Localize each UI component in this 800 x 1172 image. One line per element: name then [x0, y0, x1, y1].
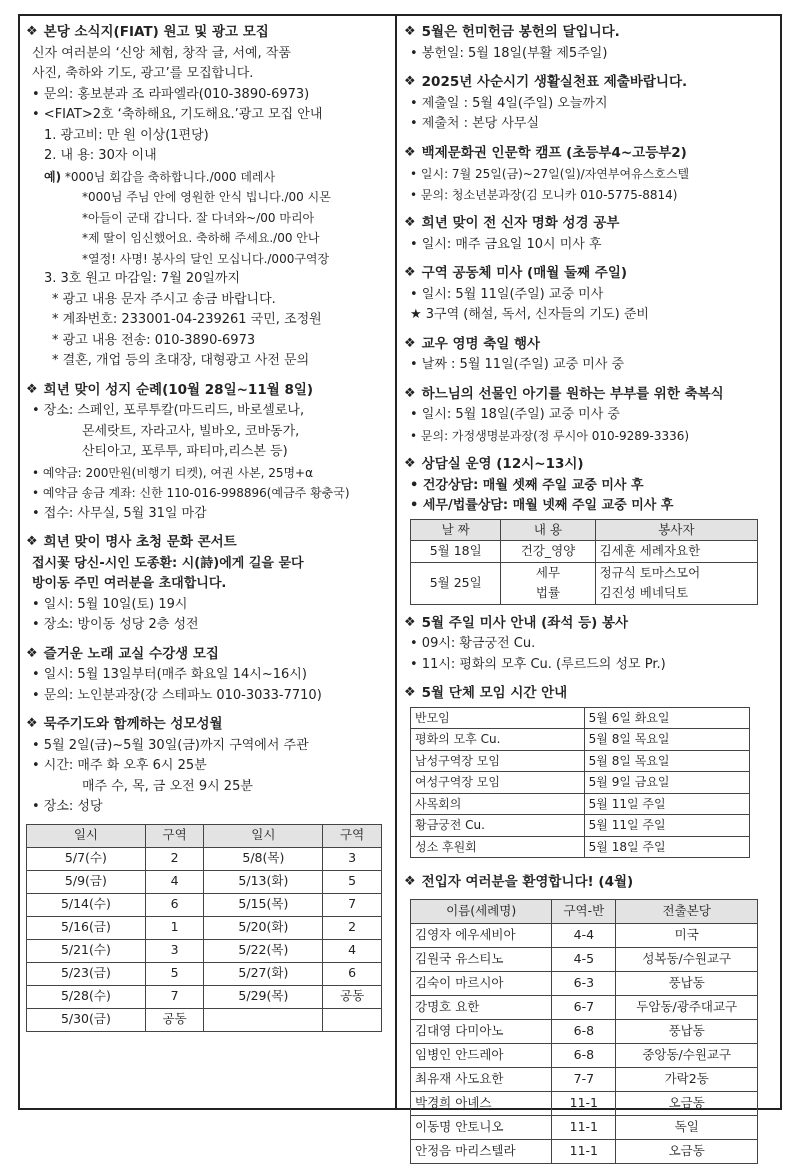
table-row [411, 772, 750, 794]
table-cell: 5/16(금) [27, 916, 146, 939]
fiat-heading: ❖ 본당 소식지(FIAT) 원고 및 광고 모집 [26, 24, 269, 40]
concert-line-1: 접시꽃 당신-시인 도종환: 시(詩)에게 길을 묻다 [32, 555, 304, 571]
counsel-heading: ❖ 상담실 운영 (12시~13시) [404, 456, 584, 472]
table-header-row [411, 899, 758, 923]
counsel-line-1: • 건강상담: 매월 셋째 주일 교중 미사 후 [410, 477, 644, 493]
table-row [411, 1139, 758, 1163]
table-row [411, 562, 758, 604]
table-cell: 5/23(금) [27, 962, 146, 985]
table-cell: 5/27(화) [204, 962, 323, 985]
example-label: 예) [44, 169, 62, 184]
table-cell: 임병인 안드레아 [411, 1043, 552, 1067]
table-cell: 김대영 다미아노 [411, 1019, 552, 1043]
table-cell: 5/29(목) [204, 985, 323, 1008]
lent-date: • 제출일 : 5월 4일(주일) 오늘까지 [410, 95, 608, 111]
diamond-bullet-icon: ❖ [404, 144, 416, 160]
bible-heading: ❖ 희년 맞이 전 신자 명화 성경 공부 [404, 215, 620, 231]
table-cell: 이동명 안토니오 [411, 1115, 552, 1139]
table-cell: 가락2동 [616, 1067, 758, 1091]
diamond-bullet-icon: ❖ [404, 385, 416, 401]
pilgrimage-section [26, 380, 388, 525]
header-cell: 일시 [204, 824, 323, 847]
table-cell: 여성구역장 모임 [411, 772, 585, 794]
table-cell: 3 [323, 847, 382, 870]
diamond-bullet-icon: ❖ [404, 265, 416, 280]
sunday-heading: ❖ 5월 주일 미사 안내 (좌석 등) 봉사 [404, 614, 629, 631]
header-cell: 봉사자 [595, 519, 757, 541]
fiat-intro-2: 사진, 축하와 기도, 광고’를 모집합니다. [32, 66, 254, 81]
table-row [411, 750, 750, 772]
column-divider [395, 14, 397, 1110]
table-cell: 5월 11일 주일 [584, 793, 749, 815]
table-cell: 6 [145, 893, 204, 916]
table-cell: 중앙동/수원교구 [616, 1043, 758, 1067]
header-cell: 일시 [27, 824, 146, 847]
table-cell: 오금동 [616, 1091, 758, 1115]
table-cell: 6-7 [552, 995, 616, 1019]
groups-section [404, 683, 776, 858]
header-cell: 전출본당 [616, 899, 758, 923]
table-cell: 5월 11일 주일 [584, 815, 749, 837]
table-cell: 공동 [323, 985, 382, 1008]
table-cell: 11-1 [552, 1139, 616, 1163]
table-cell: 4-5 [552, 947, 616, 971]
offering-line: • 봉헌일: 5월 18일(부활 제5주일) [410, 45, 608, 61]
lent-heading: ❖ 2025년 사순시기 생활실천표 제출바랍니다. [404, 74, 688, 90]
fiat-example-2: *000님 주님 안에 영원한 안식 빕니다./00 시몬 [82, 190, 331, 204]
header-cell: 구역 [323, 824, 382, 847]
fiat-intro-1: 신자 여러분의 ‘신앙 체험, 창작 글, 서예, 작품 [32, 45, 291, 61]
cell-line: 정규식 토마스모어 [599, 564, 701, 580]
table-row [411, 995, 758, 1019]
concert-heading: ❖ 희년 맞이 명사 초청 문화 콘서트 [26, 534, 237, 550]
rosary-period: • 5월 2일(금)~5월 30일(금)까지 구역에서 주관 [32, 737, 309, 753]
community-section [404, 263, 776, 326]
header-cell: 내 용 [501, 519, 595, 541]
rosary-time-2: 매주 수, 목, 금 오전 9시 25분 [82, 778, 253, 794]
table-cell: 4-4 [552, 923, 616, 947]
diamond-bullet-icon: ❖ [404, 74, 416, 89]
groups-heading: ❖ 5월 단체 모임 시간 안내 [404, 685, 568, 701]
table-cell: 6-3 [552, 971, 616, 995]
sunday-section [404, 613, 776, 676]
camp-date: • 일시: 7월 25일(금)~27일(일)/자연부여유스호스텔 [410, 167, 690, 181]
header-cell: 구역 [145, 824, 204, 847]
table-cell: 5/30(금) [27, 1008, 146, 1031]
table-cell: 5월 25일 [411, 562, 501, 604]
table-cell: 2 [145, 847, 204, 870]
table-cell: 6-8 [552, 1019, 616, 1043]
table-cell: 5/13(화) [204, 870, 323, 893]
blessing-heading: ❖ 하느님의 선물인 아기를 원하는 부부를 위한 축복식 [404, 385, 724, 402]
table-cell: 11-1 [552, 1091, 616, 1115]
diamond-bullet-icon: ❖ [404, 24, 416, 39]
rosary-time-1: • 시간: 매주 화 오후 6시 25분 [32, 758, 207, 773]
table-cell: 5 [145, 962, 204, 985]
camp-section [404, 143, 776, 206]
newcomers-table [410, 899, 758, 1164]
fiat-note-1: * 광고 내용 문자 주시고 송금 바랍니다. [52, 291, 276, 307]
feast-section [404, 334, 776, 376]
diamond-bullet-icon: ❖ [26, 716, 38, 731]
lent-place: • 제출처 : 본당 사무실 [410, 116, 540, 131]
singing-section [26, 644, 388, 707]
table-cell: 성소 후원회 [411, 836, 585, 858]
rosary-place: • 장소: 성당 [32, 799, 103, 814]
table-row [411, 836, 750, 858]
table-row [411, 947, 758, 971]
table-row [411, 541, 758, 563]
pilgrimage-place-3: 산티아고, 포루투, 파티마,리스본 등) [82, 444, 288, 459]
table-cell: 김영자 에우세비아 [411, 923, 552, 947]
table-cell: 1 [145, 916, 204, 939]
table-cell: 11-1 [552, 1115, 616, 1139]
fiat-fee: 1. 광고비: 만 원 이상(1편당) [44, 127, 209, 143]
diamond-bullet-icon: ❖ [26, 534, 38, 549]
blessing-date: • 일시: 5월 18일(주일) 교중 미사 중 [410, 407, 620, 422]
table-header-row [411, 519, 758, 541]
rosary-table [26, 824, 382, 1032]
table-row [411, 729, 750, 751]
table-cell: 6 [323, 962, 382, 985]
community-note: ★ 3구역 (해설, 독서, 신자들의 기도) 준비 [410, 307, 649, 322]
table-cell: 강명호 요한 [411, 995, 552, 1019]
diamond-bullet-icon: ❖ [404, 685, 416, 700]
pilgrimage-heading: ❖ 희년 맞이 성지 순례(10월 28일~11월 8일) [26, 381, 314, 398]
rosary-section [26, 714, 388, 1032]
table-cell: 5월 18일 주일 [584, 836, 749, 858]
fiat-deadline: 3. 3호 원고 마감일: 7월 20일까지 [44, 271, 241, 286]
diamond-bullet-icon: ❖ [404, 335, 416, 351]
fiat-example-3: *아들이 군대 갑니다. 잘 다녀와~/00 마리아 [82, 210, 315, 225]
offering-section [404, 22, 776, 64]
fiat-note-4: * 결혼, 개업 등의 초대장, 대형광고 사전 문의 [52, 353, 310, 368]
header-cell: 구역-반 [552, 899, 616, 923]
fiat-section [26, 22, 388, 372]
diamond-bullet-icon: ❖ [404, 614, 416, 630]
fiat-contact: • 문의: 홍보분과 조 라파엘라(010-3890-6973) [32, 86, 310, 102]
groups-table [410, 707, 750, 859]
right-column [404, 22, 776, 1172]
table-cell: 4 [323, 939, 382, 962]
community-heading: ❖ 구역 공동체 미사 (매월 둘째 주일) [404, 265, 628, 281]
table-cell: 5/14(수) [27, 893, 146, 916]
table-cell: 최유재 사도요한 [411, 1067, 552, 1091]
newcomers-section [404, 872, 776, 1164]
table-row [411, 707, 750, 729]
diamond-bullet-icon: ❖ [26, 24, 38, 39]
table-cell: 반모임 [411, 707, 585, 729]
table-row [411, 923, 758, 947]
singing-contact: • 문의: 노인분과장(강 스테파노 010-3033-7710) [32, 687, 322, 703]
table-cell: 성복동/수원교구 [616, 947, 758, 971]
concert-date: • 일시: 5월 10일(토) 19시 [32, 596, 188, 612]
table-cell [501, 562, 595, 604]
table-cell: 5월 9일 금요일 [584, 772, 749, 794]
cell-line: 법률 [535, 585, 561, 600]
concert-section [26, 532, 388, 636]
fiat-example-1: 예) *000님 회갑을 축하합니다./000 데레사 [44, 169, 276, 184]
table-cell [323, 1008, 382, 1031]
singing-date: • 일시: 5월 13일부터(매주 화요일 14시~16시) [32, 667, 307, 682]
sunday-line-2: • 11시: 평화의 모후 Cu. (루르드의 성모 Pr.) [410, 656, 666, 672]
fiat-example-5: *열정! 사명! 봉사의 달인 모십니다./000구역장 [82, 251, 330, 266]
counsel-section [404, 454, 776, 605]
table-cell: 김원국 유스티노 [411, 947, 552, 971]
fiat-note-3: * 광고 내용 전송: 010-3890-6973 [52, 332, 256, 348]
camp-heading: ❖ 백제문화권 인문학 캠프 (초등부4~고등부2) [404, 144, 687, 161]
table-cell: 5월 8일 목요일 [584, 729, 749, 751]
header-cell: 날 짜 [411, 519, 501, 541]
table-cell: 7-7 [552, 1067, 616, 1091]
fiat-example-4: *제 딸이 임신했어요. 축하해 주세요./00 안나 [82, 231, 320, 245]
diamond-bullet-icon: ❖ [404, 215, 416, 230]
pilgrimage-account: • 예약금 송금 계좌: 신한 110-016-998896(예금주 황충국) [32, 486, 350, 500]
feast-date: • 날짜 : 5월 11일(주일) 교중 미사 중 [410, 357, 625, 372]
bible-date: • 일시: 매주 금요일 10시 미사 후 [410, 236, 602, 252]
cell-line: 세무 [535, 564, 561, 580]
table-row [411, 1091, 758, 1115]
diamond-bullet-icon: ❖ [404, 874, 416, 889]
pilgrimage-place-1: • 장소: 스페인, 포루투칼(마드리드, 바로셀로나, [32, 403, 305, 418]
table-cell: 미국 [616, 923, 758, 947]
table-cell: 5/7(수) [27, 847, 146, 870]
table-cell [204, 1008, 323, 1031]
table-cell: 5월 6일 화요일 [584, 707, 749, 729]
counsel-line-2: • 세무/법률상담: 매월 넷째 주일 교중 미사 후 [410, 498, 674, 513]
table-cell: 박경희 아녜스 [411, 1091, 552, 1115]
table-cell: 사목회의 [411, 793, 585, 815]
table-cell: 7 [145, 985, 204, 1008]
table-cell: 평화의 모후 Cu. [411, 729, 585, 751]
pilgrimage-deposit: • 예약금: 200만원(비행기 티켓), 여권 사본, 25명+α [32, 465, 314, 480]
table-row [27, 893, 382, 916]
table-cell: 김세훈 세례자요한 [595, 541, 757, 563]
table-row [27, 939, 382, 962]
concert-place: • 장소: 방이동 성당 2층 성전 [32, 617, 199, 632]
table-row [27, 847, 382, 870]
offering-heading: ❖ 5월은 헌미헌금 봉헌의 달입니다. [404, 24, 620, 40]
bible-section [404, 213, 776, 255]
table-row [411, 1043, 758, 1067]
singing-heading: ❖ 즐거운 노래 교실 수강생 모집 [26, 645, 219, 662]
blessing-section [404, 384, 776, 447]
lent-section [404, 72, 776, 135]
table-row [411, 1067, 758, 1091]
table-cell: 2 [323, 916, 382, 939]
table-cell: 3 [145, 939, 204, 962]
fiat-issue2: • <FIAT>2호 ‘축하해요, 기도해요.’광고 모집 안내 [32, 107, 323, 122]
diamond-bullet-icon: ❖ [26, 381, 38, 397]
table-cell: 건강_영양 [501, 541, 595, 563]
table-cell: 풍납동 [616, 1019, 758, 1043]
table-row [411, 815, 750, 837]
header-cell: 이름(세례명) [411, 899, 552, 923]
table-cell: 김숙이 마르시아 [411, 971, 552, 995]
table-cell: 5/15(목) [204, 893, 323, 916]
table-cell: 5/21(수) [27, 939, 146, 962]
table-cell: 5/8(목) [204, 847, 323, 870]
table-cell: 독일 [616, 1115, 758, 1139]
table-cell: 풍납동 [616, 971, 758, 995]
table-row [411, 1019, 758, 1043]
table-cell: 6-8 [552, 1043, 616, 1067]
table-cell: 4 [145, 870, 204, 893]
table-cell: 공동 [145, 1008, 204, 1031]
pilgrimage-place-2: 몬세랏트, 자라고사, 빌바오, 코바동가, [82, 423, 300, 439]
sunday-line-1: • 09시: 황금궁전 Cu. [410, 636, 536, 651]
diamond-bullet-icon: ❖ [404, 456, 416, 471]
rosary-heading: ❖ 묵주기도와 함께하는 성모성월 [26, 716, 223, 732]
community-date: • 일시: 5월 11일(주일) 교중 미사 [410, 286, 604, 302]
counsel-table [410, 519, 758, 605]
pilgrimage-reception: • 접수: 사무실, 5월 31일 마감 [32, 505, 207, 521]
table-row [27, 870, 382, 893]
table-row [27, 985, 382, 1008]
table-cell: 5/20(화) [204, 916, 323, 939]
table-cell: 5월 8일 목요일 [584, 750, 749, 772]
table-row [27, 916, 382, 939]
table-cell: 5월 18일 [411, 541, 501, 563]
table-cell: 5/28(수) [27, 985, 146, 1008]
left-column [26, 22, 388, 1040]
diamond-bullet-icon: ❖ [26, 645, 38, 661]
feast-heading: ❖ 교우 영명 축일 행사 [404, 335, 541, 352]
table-row [411, 971, 758, 995]
table-row [27, 962, 382, 985]
table-cell: 오금동 [616, 1139, 758, 1163]
table-cell: 남성구역장 모임 [411, 750, 585, 772]
camp-contact: • 문의: 청소년분과장(김 모니카 010-5775-8814) [410, 187, 678, 202]
blessing-contact: • 문의: 가정생명분과장(정 루시아 010-9289-3336) [410, 428, 690, 443]
cell-line: 김진성 베네딕토 [599, 585, 689, 600]
fiat-content: 2. 내 용: 30자 이내 [44, 148, 157, 163]
fiat-note-2: * 계좌번호: 233001-04-239261 국민, 조정원 [52, 312, 322, 327]
table-header-row [27, 824, 382, 847]
table-cell: 안정음 마리스텔라 [411, 1139, 552, 1163]
table-cell: 7 [323, 893, 382, 916]
table-row [411, 1115, 758, 1139]
table-cell [595, 562, 757, 604]
table-row [27, 1008, 382, 1031]
table-cell: 5/22(목) [204, 939, 323, 962]
table-cell: 두암동/광주대교구 [616, 995, 758, 1019]
concert-line-2: 방이동 주민 여러분을 초대합니다. [32, 576, 227, 591]
newcomers-heading: ❖ 전입자 여러분을 환영합니다! (4월) [404, 874, 634, 890]
table-row [411, 793, 750, 815]
table-cell: 5 [323, 870, 382, 893]
table-cell: 5/9(금) [27, 870, 146, 893]
table-cell: 황금궁전 Cu. [411, 815, 585, 837]
